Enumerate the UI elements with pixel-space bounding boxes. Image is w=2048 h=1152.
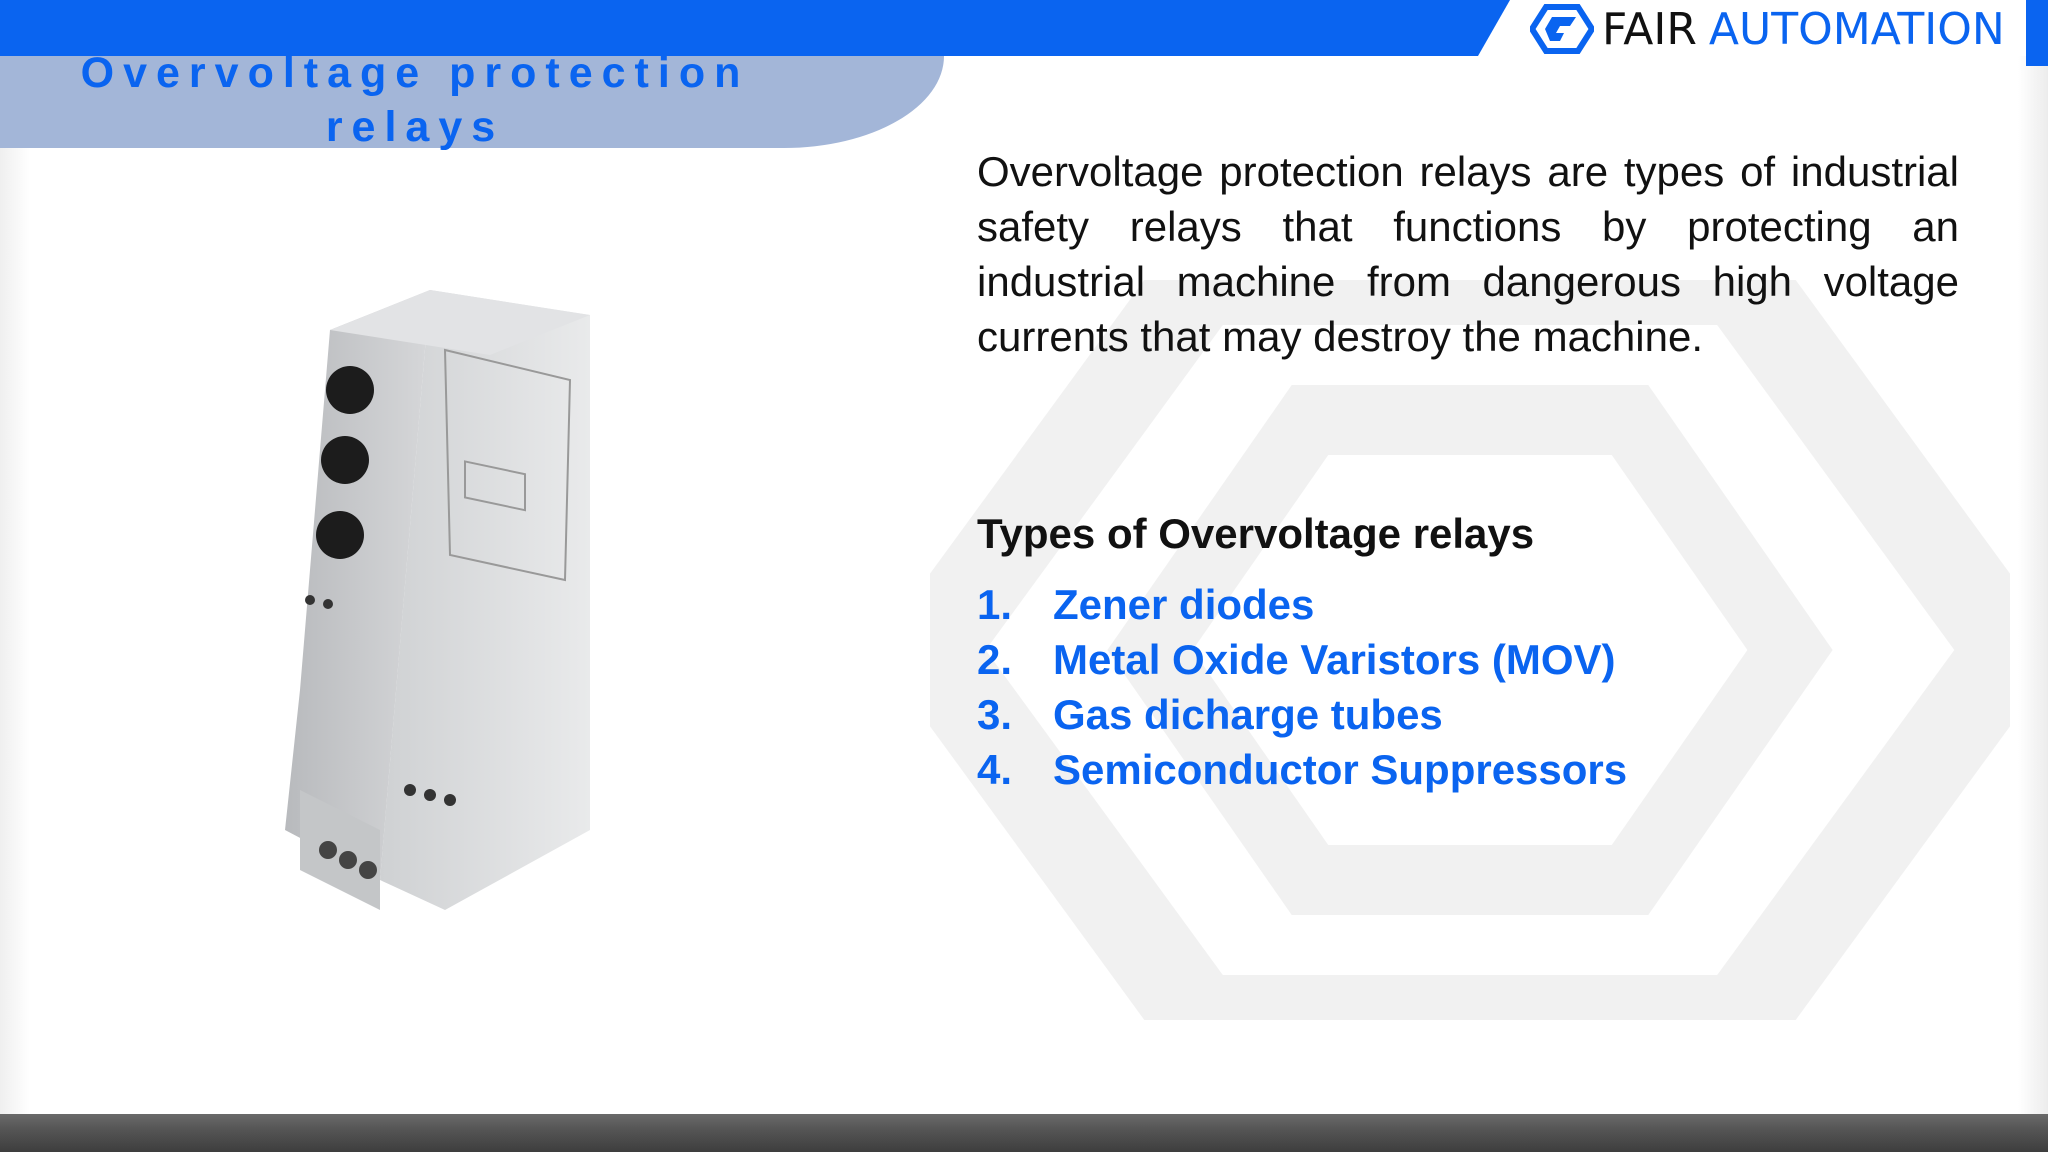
list-item-number: 1.	[977, 581, 1013, 628]
fair-automation-logo-icon	[1530, 4, 1594, 54]
list-item-number: 2.	[977, 636, 1013, 683]
page-title: Overvoltage protection relays	[80, 49, 750, 151]
brand-name-secondary: AUTOMATION	[1708, 3, 2005, 55]
list-item-label: Zener diodes	[1053, 581, 1315, 628]
list-item	[977, 687, 1627, 742]
list-item-label: Semiconductor Suppressors	[1053, 746, 1628, 793]
brand-logo	[1530, 4, 2005, 54]
header-accent-strip	[2026, 0, 2048, 66]
list-item-label: Gas dicharge tubes	[1053, 691, 1443, 738]
list-item	[977, 742, 1627, 797]
list-item-number: 4.	[977, 746, 1013, 793]
types-heading: Types of Overvoltage relays	[977, 510, 1535, 557]
types-list	[977, 577, 1627, 797]
footer-band	[0, 1114, 2048, 1152]
list-item-number: 3.	[977, 691, 1013, 738]
overvoltage-relay-device-image	[270, 270, 730, 930]
brand-name-primary: FAIR	[1602, 3, 1697, 55]
description-paragraph: Overvoltage protection relays are types of industrial safety relays that functions by protecting an industrial machine from dangerous high voltage currents that may destroy the machine.	[977, 148, 1959, 360]
list-item-label: Metal Oxide Varistors (MOV)	[1053, 636, 1616, 683]
list-item	[977, 577, 1627, 632]
list-item	[977, 632, 1627, 687]
